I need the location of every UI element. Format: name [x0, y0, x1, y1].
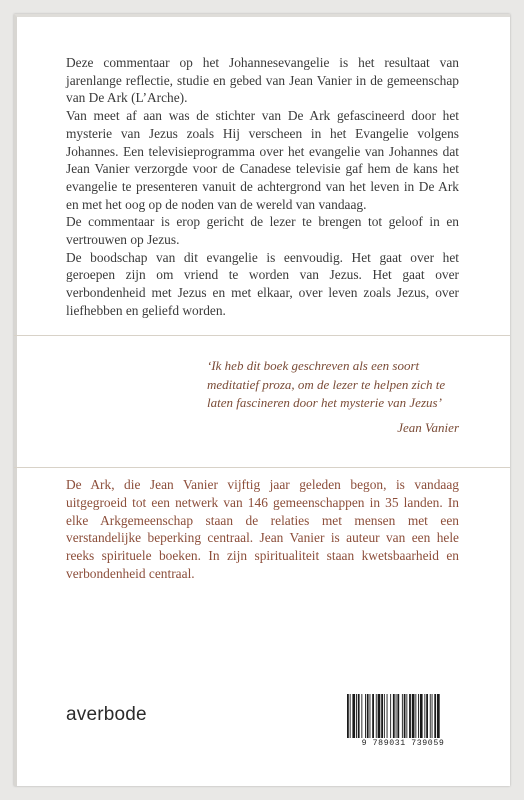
barcode-bar: [381, 694, 383, 738]
barcode-bar: [420, 694, 423, 738]
barcode-bar: [378, 694, 381, 738]
barcode-bar: [358, 694, 360, 738]
barcode-bar: [424, 694, 425, 738]
barcode-bar: [402, 694, 403, 738]
barcode-bar: [434, 694, 436, 738]
publisher-logo: averbode: [66, 704, 147, 725]
quote-author: Jean Vanier: [397, 419, 459, 435]
barcode-bar: [367, 694, 369, 738]
barcode-bar: [350, 694, 351, 738]
barcode-digits: 9 789031 739059: [361, 739, 445, 748]
barcode-bar: [365, 694, 366, 738]
about-text: De Ark, die Jean Vanier vijftig jaar geleden begon, is vandaag uitgegroeid tot een netwerk van 146 gemeenschappen in 35 landen. In elke Arkgemeenschap staan de relaties met mensen met een verstandelijke beperking centraal. Jean Vanier is auteur van een hele reeks spirituele boeken. In zijn spiritualiteit staan kwetsbaarheid en verbondenheid centraal.: [66, 477, 459, 581]
barcode-bar: [387, 694, 388, 738]
barcode-bar: [426, 694, 428, 738]
barcode-bar: [412, 694, 415, 738]
description-text: [66, 54, 459, 320]
description-paragraph-2: Van meet af aan was de stichter van De Ark gefascineerd door het mysterie van Jezus zoals Hij verscheen in het Evangelie volgens Johannes. Een televisieprogramma over het evangelie van Johannes dat Jean Vanier verzorgde voor de Canadese televisie gaf hem de kans het evangelie te presenteren vanuit de achtergrond van het leven in De Ark en met het oog op de noden van de wereld van vandaag.: [66, 108, 459, 212]
barcode-bar: [390, 694, 391, 738]
barcode-bar: [432, 694, 433, 738]
barcode-bar: [352, 694, 355, 738]
barcode-bar: [396, 694, 397, 738]
description-paragraph-3: De commentaar is erop gericht de lezer te brengen tot geloof in en vertrouwen op Jezus.: [66, 214, 459, 248]
about-section: [66, 476, 459, 583]
barcode-bar: [393, 694, 395, 738]
divider-bottom: [14, 467, 510, 468]
barcode-bars: [343, 690, 463, 740]
barcode-bar: [376, 694, 377, 738]
barcode-bar: [384, 694, 385, 738]
barcode-bar: [372, 694, 374, 738]
barcode-bar: [415, 694, 416, 738]
description-paragraph-1: Deze commentaar op het Johannesevangelie is het resultaat van jarenlange reflectie, studie en gebed van Jean Vanier in de gemeenschap van De Ark (L’Arche).: [66, 55, 459, 106]
barcode-bar: [347, 694, 349, 738]
barcode-bar: [356, 694, 357, 738]
quote-text: ‘Ik heb dit boek geschreven als een soort meditatief proza, om de lezer te helpen zich te laten fascineren door het mysterie van Jezus’: [207, 358, 446, 410]
barcode-bar: [430, 694, 431, 738]
barcode-bar: [409, 694, 411, 738]
barcode-bar: [397, 694, 399, 738]
pull-quote: [207, 357, 459, 437]
isbn-barcode: [343, 690, 463, 752]
description-paragraph-4: De boodschap van dit evangelie is eenvoudig. Het gaat over het geroepen zijn om vriend te worden van Jezus. Het gaat over verbondenheid met Jezus en met elkaar, over leven zoals Jezus, over liefhebben en geliefd worden.: [66, 249, 459, 318]
barcode-bar: [361, 694, 362, 738]
barcode-bar: [370, 694, 371, 738]
divider-top: [14, 335, 510, 336]
barcode-bar: [418, 694, 419, 738]
barcode-bar: [437, 694, 440, 738]
barcode-bar: [404, 694, 406, 738]
barcode-bar: [406, 694, 407, 738]
